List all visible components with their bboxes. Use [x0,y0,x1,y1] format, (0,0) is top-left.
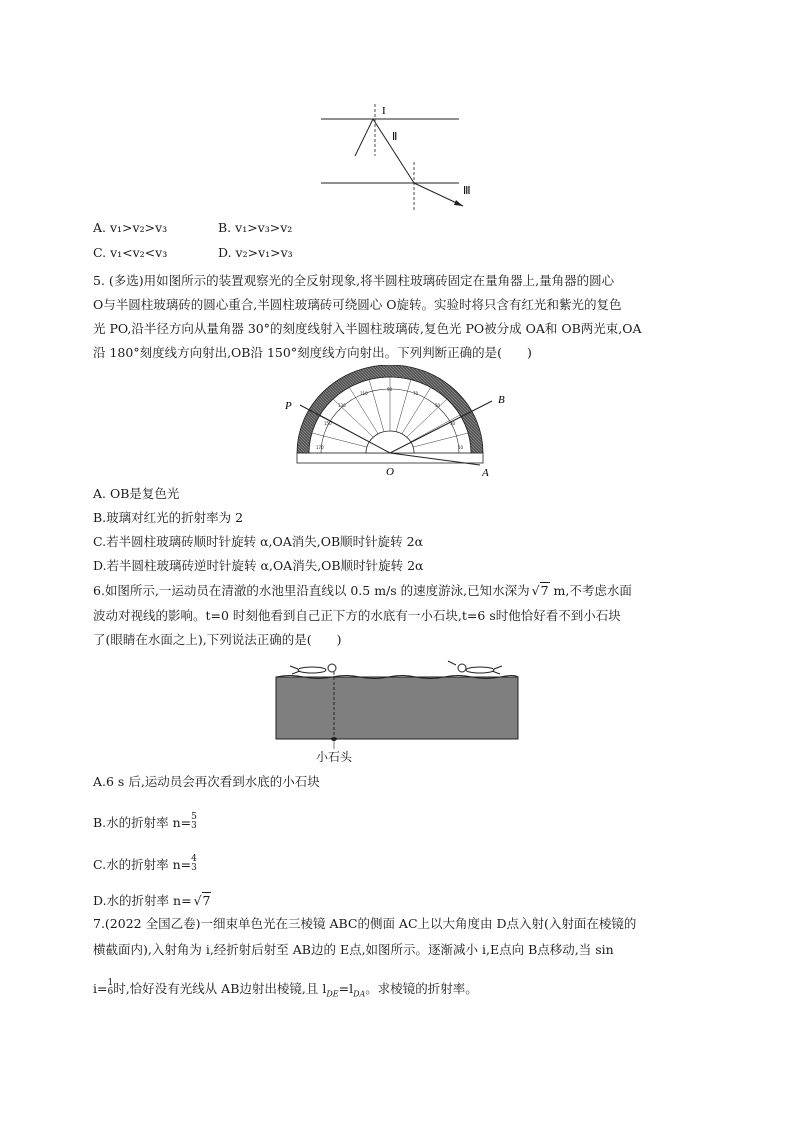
fraction [191,855,197,873]
q5-option-a: A. OB是复色光 [93,486,180,501]
sqrt-symbol: √7 [193,893,211,908]
semicircle-glass [366,431,414,453]
svg-text:170: 170 [316,445,324,450]
q6-option-d-text: D.水的折射率 n= [93,893,192,908]
q5-stem-line-3: 光 PO,沿半径方向从量角器 30°的刻度线射入半圆柱玻璃砖,复色光 PO被分成 OA和 OB两光束,OA [93,321,642,336]
protractor-figure [280,365,510,480]
swimmer-right [448,661,502,674]
numerator: 5 [191,811,197,822]
label-i: I [382,105,386,117]
subscript-da: DA [353,989,366,999]
q5-stem-line-2: O与半圆柱玻璃砖的圆心重合,半圆柱玻璃砖可绕圆心 O旋转。实验时将只含有红光和紫光的复色 [93,297,622,312]
q6-option-c-text: C.水的折射率 n= [93,857,192,872]
label-a: A [482,467,489,479]
numerator: 4 [191,853,197,864]
q7-stem-line-1: 7.(2022 全国乙卷)一细束单色光在三棱镜 ABC的侧面 AC上以大角度由 D点入射(入射面在棱镜的 [93,916,637,931]
q6-option-c [93,854,705,876]
q7-line3-end: 。求棱镜的折射率。 [365,981,478,996]
pool-figure [270,657,524,767]
q4-option-b: B. v₁>v₃>v₂ [218,220,293,235]
numerator: 1 [107,977,114,988]
q6-stem-line-2: 波动对视线的影响。t=0 时刻他看到自己正下方的水底有一小石块,t=6 s时他恰好看不到小石块 [93,608,621,623]
q5-option-b: B.玻璃对红光的折射率为 2 [93,510,244,525]
label-b: B [498,394,505,406]
q7-equals: =l [338,981,354,996]
svg-text:30: 30 [450,421,456,426]
refraction-layers-figure [315,96,475,216]
q4-option-a: A. v₁>v₂>v₃ [93,220,168,235]
q6-sqrt-value: 7 [540,583,549,598]
q6-option-b [93,812,705,834]
q5-stem-line-1: 5. (多选)用如图所示的装置观察光的全反射现象,将半圆柱玻璃砖固定在量角器上,量角器的圆心 [93,273,615,288]
stone-label: 小石头 [316,750,353,764]
q6-stem-line-3: 了(眼睛在水面之上),下列说法正确的是( ) [93,632,342,647]
q6-stem-line-1 [93,580,705,602]
stone [331,737,337,741]
q6-stem-line-1-end: m,不考虑水面 [549,583,632,598]
svg-text:70: 70 [413,391,419,396]
label-iii: Ⅲ [463,185,471,197]
q4-option-d: D. v₂>v₁>v₃ [218,245,293,260]
q7-stem-line-3 [93,978,705,1006]
denominator: 6 [107,986,114,997]
sqrt-symbol: √7 [531,583,549,598]
refracted-ray-ii [373,119,414,183]
swimmer-left [290,664,336,674]
q7-line3-start: i= [93,981,108,996]
svg-text:50: 50 [435,403,441,408]
fraction [107,979,113,997]
denominator: 3 [191,862,197,873]
q6-option-d-sqrt: 7 [202,893,211,908]
svg-text:110: 110 [360,391,368,396]
label-p: P [285,400,292,412]
svg-text:10: 10 [458,445,464,450]
fraction [191,813,197,831]
incident-ray [355,119,373,156]
q5-stem-line-4: 沿 180°刻度线方向射出,OB沿 150°刻度线方向射出。下列判断正确的是( ) [93,345,532,360]
label-o: O [386,466,394,478]
q7-stem-line-2: 横截面内),入射角为 i,经折射后射至 AB边的 E点,如图所示。逐渐减小 i,E点向 B点移动,当 sin [93,942,614,957]
q5-option-d: D.若半圆柱玻璃砖逆时针旋转 α,OA消失,OB顺时针旋转 2α [93,558,424,573]
svg-text:130: 130 [338,403,346,408]
q4-option-c: C. v₁<v₂<v₃ [93,245,168,260]
q6-option-a: A.6 s 后,运动员会再次看到水底的小石块 [93,774,320,789]
svg-text:90: 90 [387,387,393,392]
pool-water [276,677,518,739]
arrowhead [454,200,463,206]
svg-text:150: 150 [324,421,332,426]
denominator: 3 [191,820,197,831]
label-ii: Ⅱ [392,131,398,143]
q5-option-c: C.若半圆柱玻璃砖顺时针旋转 α,OA消失,OB顺时针旋转 2α [93,534,424,549]
q7-line3-mid: 时,恰好没有光线从 AB边射出棱镜,且 l [113,981,327,996]
q6-stem-line-1-text: 6.如图所示,一运动员在清澈的水池里沿直线以 0.5 m/s 的速度游泳,已知水深为 [93,583,530,598]
q6-option-d [93,890,705,912]
subscript-de: DE [326,989,339,999]
q6-option-b-text: B.水的折射率 n= [93,815,192,830]
